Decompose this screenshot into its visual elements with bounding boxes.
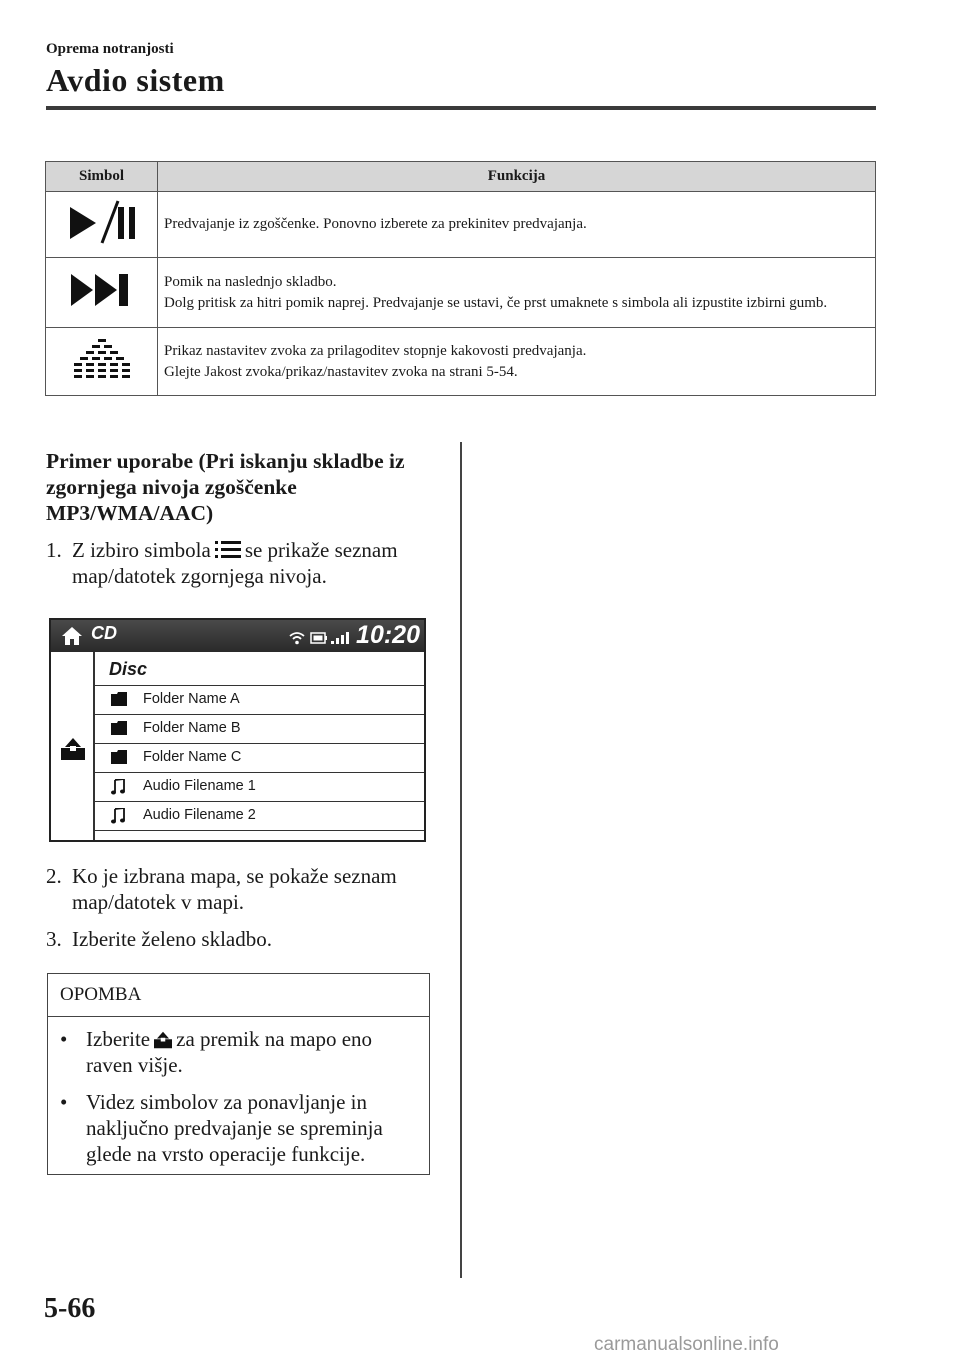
step-text-part: se prikaže seznam map/datotek zgornjega nivoja. <box>72 538 398 588</box>
list-item-label: Folder Name C <box>143 749 242 765</box>
note-title: OPOMBA <box>48 974 429 1017</box>
screen-body <box>51 652 424 840</box>
home-icon[interactable] <box>61 625 83 647</box>
list-item-label: Folder Name A <box>143 691 240 707</box>
bullet-dot: • <box>60 1027 68 1051</box>
signal-icon <box>331 632 349 644</box>
play-pause-icon <box>66 199 138 245</box>
folder-up-icon <box>154 1031 172 1049</box>
step-text: Ko je izbrana mapa, se pokaže seznam map/datotek v mapi. <box>72 864 397 914</box>
function-desc <box>158 328 876 396</box>
symbol-cell <box>46 328 158 396</box>
example-heading: Primer uporabe (Pri iskanju skladbe iz zgornjega nivoja zgoščenke MP3/WMA/AAC) <box>46 449 405 525</box>
table-row <box>46 258 876 328</box>
list-item-label: Folder Name B <box>143 720 241 736</box>
source-label: CD <box>91 623 117 643</box>
list-item[interactable] <box>95 744 424 773</box>
symbol-table <box>45 161 876 396</box>
screen-status-bar <box>51 620 424 652</box>
list-item[interactable] <box>95 715 424 744</box>
music-note-icon <box>111 779 125 795</box>
list-item[interactable] <box>95 686 424 715</box>
symbol-cell <box>46 192 158 258</box>
folder-icon <box>111 692 127 706</box>
section-label: Oprema notranjosti <box>46 41 174 57</box>
note-box <box>47 973 430 1175</box>
step-text: Izberite želeno skladbo. <box>72 927 272 951</box>
step-text <box>46 537 446 589</box>
function-desc-line: Glejte Jakost zvoka/prikaz/nastavitev zvoka na strani 5-54. <box>164 363 518 380</box>
list-icon <box>215 540 241 560</box>
note-item-2 <box>60 1089 420 1167</box>
page-number: 5-66 <box>44 1293 96 1324</box>
title-rule <box>46 106 876 110</box>
step-number: 2. <box>46 864 62 888</box>
watermark: carmanualsonline.info <box>594 1334 779 1355</box>
note-item-1 <box>60 1026 420 1078</box>
function-desc: Predvajanje iz zgoščenke. Ponovno izberete za prekinitev predvajanja. <box>158 192 876 258</box>
skip-forward-icon <box>69 270 135 310</box>
list-item-label: Audio Filename 1 <box>143 778 256 794</box>
list-item[interactable] <box>95 802 424 831</box>
col-header-function: Funkcija <box>158 162 876 192</box>
folder-icon <box>111 721 127 735</box>
folder-icon <box>111 750 127 764</box>
note-text-part: Izberite <box>86 1027 151 1051</box>
symbol-cell <box>46 258 158 328</box>
function-desc-line: Prikaz nastavitev zvoka za prilagoditev stopnje kakovosti predvajanja. <box>164 342 587 359</box>
folder-up-icon[interactable] <box>61 738 85 760</box>
audio-screen <box>49 618 426 842</box>
music-note-icon <box>111 808 125 824</box>
screen-side-panel <box>51 652 95 840</box>
step-2 <box>46 863 446 915</box>
list-title: Disc <box>95 652 424 686</box>
page-title: Avdio sistem <box>46 62 225 98</box>
battery-icon <box>310 632 328 644</box>
note-text <box>60 1026 420 1078</box>
list-item-label: Audio Filename 2 <box>143 807 256 823</box>
step-text-part: Z izbiro simbola <box>72 538 211 562</box>
note-text: Videz simbolov za ponavljanje in naključno predvajanje se spreminja glede na vrsto operacije funkcije. <box>86 1090 383 1166</box>
equalizer-icon <box>74 335 130 383</box>
table-row <box>46 192 876 258</box>
step-number: 3. <box>46 927 62 951</box>
list-item[interactable] <box>95 773 424 802</box>
function-desc-line: Pomik na naslednjo skladbo. <box>164 273 337 290</box>
table-row <box>46 328 876 396</box>
step-1 <box>46 537 446 589</box>
wifi-icon <box>289 631 305 645</box>
col-header-symbol: Simbol <box>46 162 158 192</box>
function-desc <box>158 258 876 328</box>
step-3 <box>46 926 446 952</box>
note-text-part: za premik na mapo eno raven višje. <box>86 1027 373 1077</box>
function-desc-line: Dolg pritisk za hitri pomik naprej. Predvajanje se ustavi, če prst umaknete s simbola ali izpustite izbirni gumb. <box>164 294 828 311</box>
column-divider <box>460 442 462 1278</box>
step-number: 1. <box>46 538 62 562</box>
bullet-dot: • <box>60 1090 68 1114</box>
clock: 10:20 <box>356 621 420 649</box>
file-list <box>95 652 424 831</box>
